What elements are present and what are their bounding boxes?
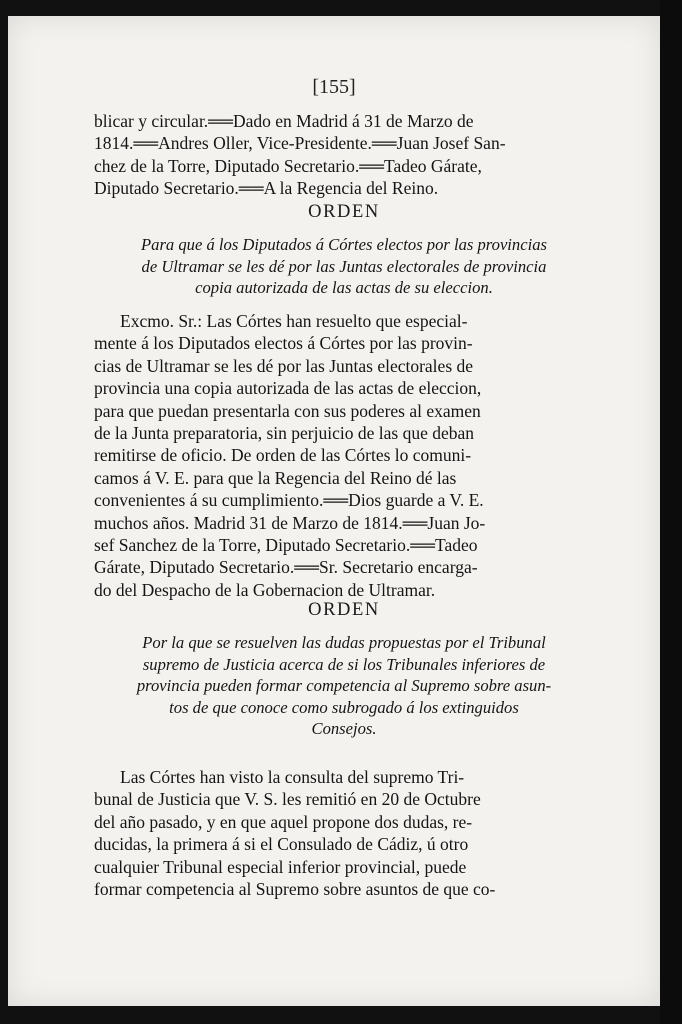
text-line: ducidas, la primera á si el Consulado de Cádiz, ú otro (94, 834, 469, 855)
text-line: formar competencia al Supremo sobre asuntos de que co- (94, 879, 496, 900)
text-line: muchos años. Madrid 31 de Marzo de 1814.══Juan Jo- (94, 512, 486, 533)
text-line: cualquier Tribunal especial inferior provincial, puede (94, 856, 467, 877)
text-line: provincia una copia autorizada de las actas de eleccion, (94, 378, 482, 399)
text-line: Por la que se resuelven las dudas propuestas por el Tribunal (142, 633, 546, 652)
section-body (94, 766, 594, 900)
document-page (8, 16, 660, 1006)
page-number: [155] (312, 76, 356, 98)
text-line: convenientes á su cumplimiento.══Dios guarde a V. E. (94, 490, 484, 511)
text-line: Las Córtes han visto la consulta del supremo Tri- (120, 767, 465, 787)
text-line: supremo de Justicia acerca de si los Tribunales inferiores de (142, 654, 546, 674)
text-line: Gárate, Diputado Secretario.══Sr. Secretario encarga- (94, 557, 478, 578)
text-line: mente á los Diputados electos á Córtes por las provin- (94, 333, 473, 354)
text-line: de la Junta preparatoria, sin perjuicio de las que deban (94, 423, 474, 444)
text-line: bunal de Justicia que V. S. les remitió en 20 de Octubre (94, 789, 481, 810)
section-body (94, 310, 594, 601)
text-line: Excmo. Sr.: Las Córtes han resuelto que especial- (120, 311, 468, 331)
text-line: tos de que conoce como subrogado á los extinguidos (169, 697, 519, 717)
text-line: blicar y circular.══Dado en Madrid á 31 de Marzo de (94, 111, 474, 131)
text-line: del año pasado, y en que aquel propone dos dudas, re- (94, 811, 473, 832)
page-edge (660, 0, 682, 1024)
text-line: Para que á los Diputados á Córtes electos por las provincias (141, 235, 547, 254)
text-line: do del Despacho de la Gobernacion de Ultramar. (94, 579, 436, 600)
text-line: Consejos. (311, 719, 377, 739)
section-subtitle (94, 234, 594, 299)
text-line: camos á V. E. para que la Regencia del Reino dé las (94, 467, 457, 488)
text-line: para que puedan presentarla con sus poderes al examen (94, 400, 481, 421)
text-line: provincia pueden formar competencia al Supremo sobre asun- (136, 676, 552, 696)
section-title: ORDEN (308, 202, 380, 222)
text-line: Diputado Secretario.══A la Regencia del Reino. (94, 178, 439, 199)
section-title: ORDEN (308, 600, 380, 620)
text-line: copia autorizada de las actas de su eleccion. (195, 278, 493, 298)
text-line: cias de Ultramar se les dé por las Juntas electorales de (94, 355, 474, 376)
top-paragraph (94, 110, 594, 200)
section-subtitle (94, 632, 594, 740)
text-line: de Ultramar se les dé por las Juntas electorales de provincia (141, 256, 547, 276)
text-line: chez de la Torre, Diputado Secretario.══Tadeo Gárate, (94, 155, 482, 176)
text-line: 1814.══Andres Oller, Vice-Presidente.══Juan Josef San- (94, 133, 506, 154)
text-line: sef Sanchez de la Torre, Diputado Secretario.══Tadeo (94, 535, 478, 556)
text-line: remitirse de oficio. De orden de las Córtes lo comuni- (94, 445, 472, 466)
